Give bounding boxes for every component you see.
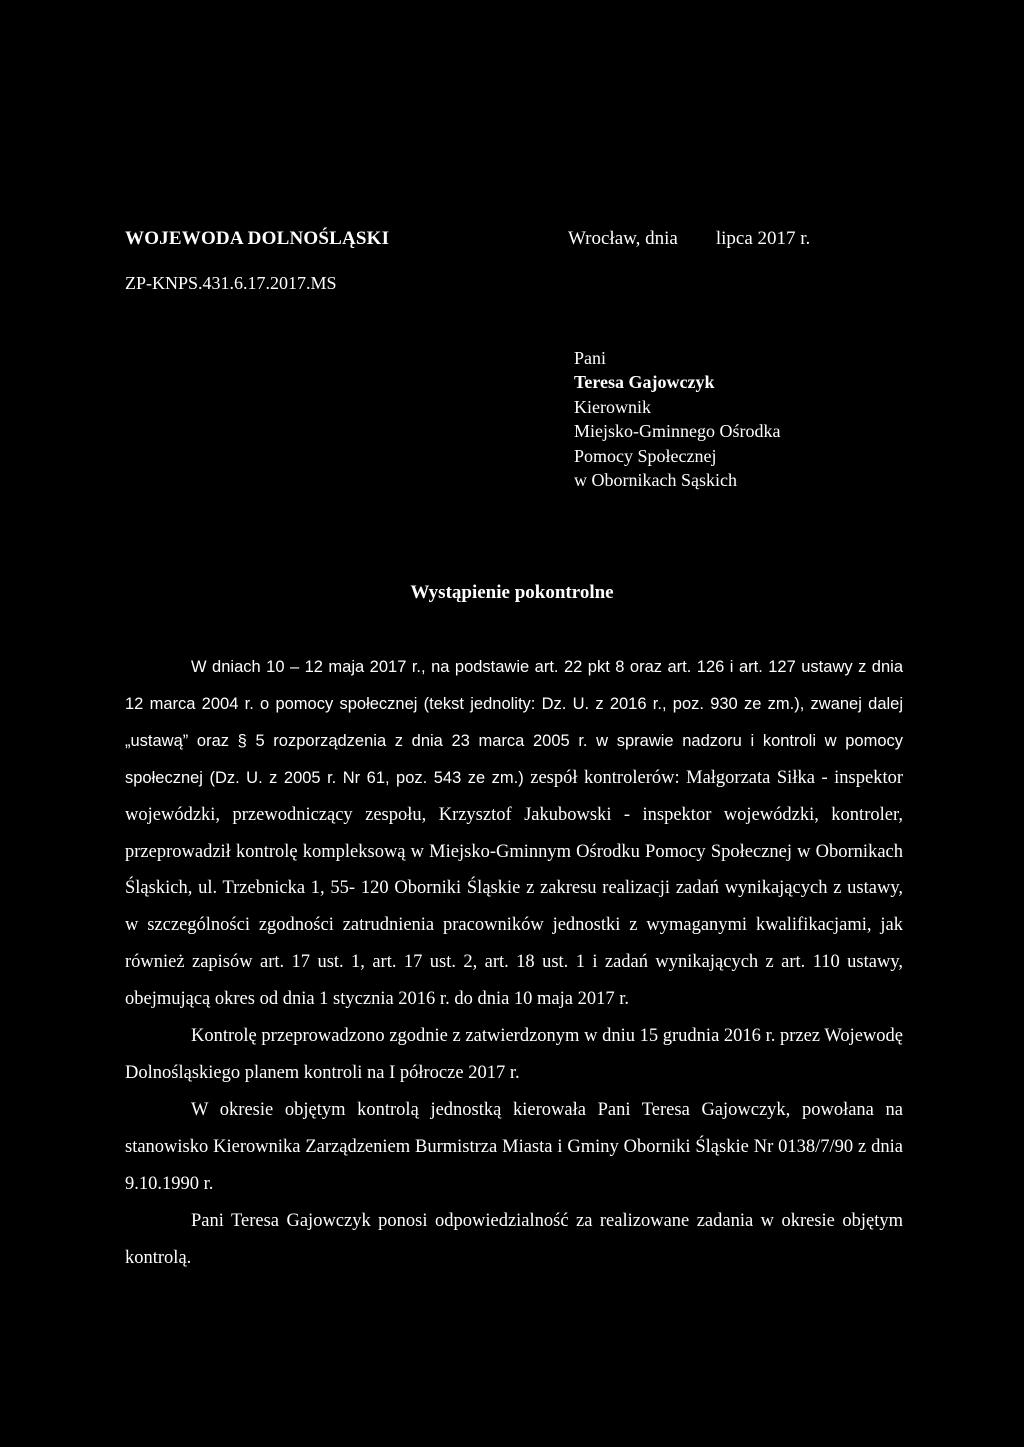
paragraph-unit-head: W okresie objętym kontrolą jednostką kierowała Pani Teresa Gajowczyk, powołana na stanowisko Kierownika Zarządzeniem Burmistrza Miasta i Gminy Oborniki Śląskie Nr 0138/7/90 z dnia 9.10.1990 r. <box>125 1099 903 1194</box>
recipient-org-line-2: Pomocy Społecznej <box>574 445 717 466</box>
reference-number: ZP-KNPS.431.6.17.2017.MS <box>125 273 337 293</box>
paragraph-control-scope <box>125 649 903 1018</box>
letter-header <box>125 228 845 258</box>
paragraph-control-details: zespół kontrolerów: Małgorzata Siłka - inspektor wojewódzki, przewodniczący zespołu, Krzysztof Jakubowski - inspektor wojewódzki, kontroler, przeprowadził kontrolę kompleksową w Miejsko-Gminnym Ośrodku Pomocy Społecznej w Obornikach Śląskich, ul. Trzebnicka 1, 55- 120 Oborniki Śląskie z zakresu realizacji zadań wynikających z ustawy, w szczególności zgodności zatrudnienia pracowników jednostki z wymaganymi kwalifikacjami, jak również zapisów art. 17 ust. 1, art. 17 ust. 2, art. 18 ust. 1 i zadań wynikających z art. 110 ustawy, obejmującą okres od dnia 1 stycznia 2016 r. do dnia 10 maja 2017 r. <box>125 767 903 1010</box>
document-body <box>125 649 903 1276</box>
recipient-position: Kierownik <box>574 396 651 417</box>
paragraph-responsibility: Pani Teresa Gajowczyk ponosi odpowiedzialność za realizowane zadania w okresie objętym kontrolą. <box>125 1210 903 1268</box>
recipient-name: Teresa Gajowczyk <box>574 372 715 393</box>
recipient-org-line-3: w Obornikach Sąskich <box>574 470 737 491</box>
paragraph-control-plan: Kontrolę przeprowadzono zgodnie z zatwierdzonym w dniu 15 grudnia 2016 r. przez Wojewodę Dolnośląskiego planem kontroli na I półrocze 2017 r. <box>125 1026 903 1083</box>
document-title: Wystąpienie pokontrolne <box>410 582 614 603</box>
issuer-name: WOJEWODA DOLNOŚLĄSKI <box>125 228 390 249</box>
paragraph-legal-basis: W dniach 10 – 12 maja 2017 r., na podstawie art. 22 pkt 8 oraz art. 126 i art. 127 ustawy z dnia 12 marca 2004 r. o pomocy społecznej (tekst jednolity: Dz. U. z 2016 r., poz. 930 ze zm.), zwanej dalej „ustawą” oraz § 5 rozporządzenia z dnia 23 marca 2005 r. w sprawie nadzoru i kontroli w pomocy społecznej (Dz. U. z 2005 r. Nr 61, poz. 543 ze zm.) <box>125 658 903 787</box>
recipient-org-line-1: Miejsko-Gminnego Ośrodka <box>574 421 781 442</box>
place-and-date: Wrocław, dnia lipca 2017 r. <box>568 228 811 249</box>
recipient-salutation: Pani <box>574 348 607 368</box>
recipient-block <box>574 346 780 492</box>
